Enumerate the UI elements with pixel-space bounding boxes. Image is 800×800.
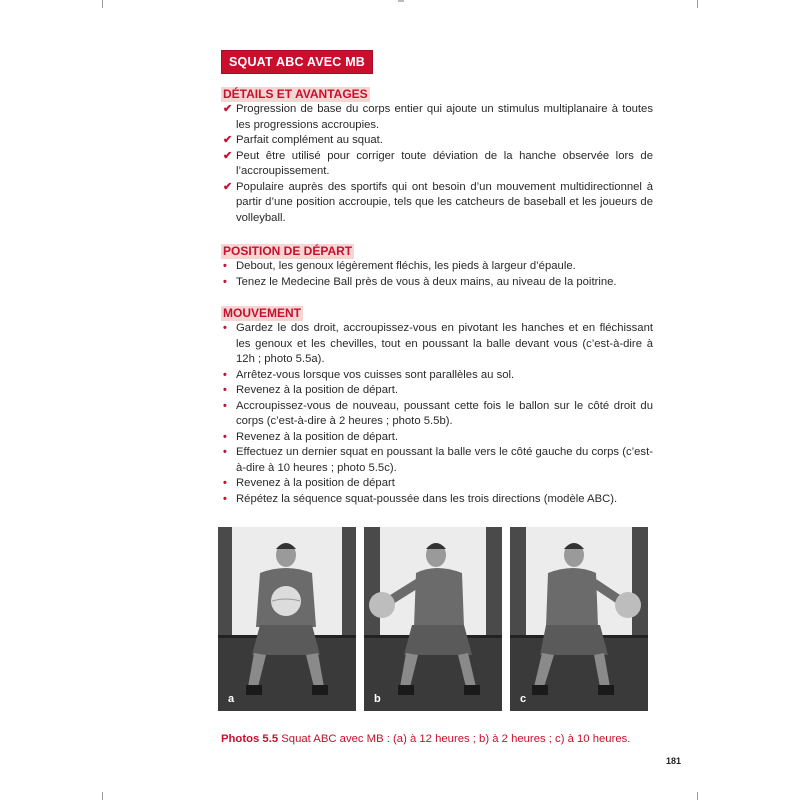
page-number: 181 — [666, 756, 682, 766]
photo-label: a — [228, 693, 235, 705]
document-page — [221, 0, 682, 800]
check-icon: ✔ — [223, 149, 233, 162]
list-item: • Gardez le dos droit, accroupissez-vous en pivotant les hanches et en fléchissant les genoux et les chevilles, tout en poussant la balle devant vous (c’est-à-dire à 12h ; photo 5.5a). — [223, 322, 653, 365]
photo-squat-right — [364, 527, 502, 711]
list-item: • Debout, les genoux légèrement fléchis, les pieds à largeur d’épaule. — [221, 259, 653, 275]
list-item: ✔ Populaire auprès des sportifs qui ont besoin d’un mouvement multidirectionnel à partir d’une position accroupie, tels que les catcheurs de baseball et les joueurs de volleyball. — [223, 180, 653, 224]
crop-mark — [697, 792, 698, 800]
caption-label: Photos 5.5 — [221, 733, 279, 745]
section-heading-start: POSITION DE DÉPART — [223, 244, 353, 258]
details-list — [221, 102, 653, 226]
crop-mark — [102, 0, 103, 8]
list-item: • Tenez le Medecine Ball près de vous à deux mains, au niveau de la poitrine. — [221, 275, 653, 291]
photo-label: c — [520, 693, 527, 705]
photo-squat-front — [218, 527, 356, 711]
crop-mark — [697, 0, 698, 8]
check-icon: ✔ — [223, 134, 233, 146]
list-item: • Revenez à la position de départ. — [221, 383, 653, 399]
list-item: • Effectuez un dernier squat en poussant la balle vers le côté gauche du corps (c’est-à-dire à 10 heures ; photo 5.5c). — [223, 446, 653, 474]
list-item: ✔ Progression de base du corps entier qui ajoute un stimulus multiplanaire à toutes les progressions accroupies. — [223, 103, 653, 131]
list-item: • Revenez à la position de départ — [221, 476, 653, 492]
photo-squat-left — [510, 527, 648, 711]
dot-bullet-icon: • — [223, 446, 227, 458]
photo-label: b — [374, 693, 381, 705]
caption-text: Squat ABC avec MB : (a) à 12 heures ; b) à 2 heures ; c) à 10 heures. — [278, 733, 631, 745]
check-icon: ✔ — [223, 180, 233, 193]
crop-mark — [102, 792, 103, 800]
list-item: • Répétez la séquence squat-poussée dans les trois directions (modèle ABC). — [221, 492, 653, 508]
dot-bullet-icon: • — [223, 322, 227, 334]
check-icon: ✔ — [223, 103, 233, 115]
start-list — [221, 259, 653, 290]
list-item: ✔ Peut être utilisé pour corriger toute déviation de la hanche observée lors de l’accroupissement. — [223, 149, 653, 177]
dot-bullet-icon: • — [223, 430, 227, 443]
section-heading-movement: MOUVEMENT — [223, 306, 301, 320]
dot-bullet-icon: • — [223, 368, 227, 381]
dot-bullet-icon: • — [223, 384, 227, 396]
dot-bullet-icon: • — [223, 477, 227, 489]
dot-bullet-icon: • — [223, 399, 227, 412]
dot-bullet-icon: • — [223, 260, 227, 272]
list-item: • Revenez à la position de départ. — [221, 430, 653, 446]
photo-caption — [221, 733, 630, 745]
exercise-title: SQUAT ABC AVEC MB — [221, 50, 373, 74]
movement-list — [221, 321, 653, 507]
list-item: • Accroupissez-vous de nouveau, poussant cette fois le ballon sur le côté droit du corps (c’est-à-dire à 2 heures ; photo 5.5b). — [223, 399, 653, 427]
list-item: ✔ Parfait complément au squat. — [221, 133, 653, 149]
section-heading-details: DÉTAILS ET AVANTAGES — [223, 87, 368, 101]
dot-bullet-icon: • — [223, 275, 227, 288]
photo-strip — [218, 527, 656, 711]
dot-bullet-icon: • — [223, 492, 227, 505]
list-item: • Arrêtez-vous lorsque vos cuisses sont parallèles au sol. — [221, 368, 653, 384]
